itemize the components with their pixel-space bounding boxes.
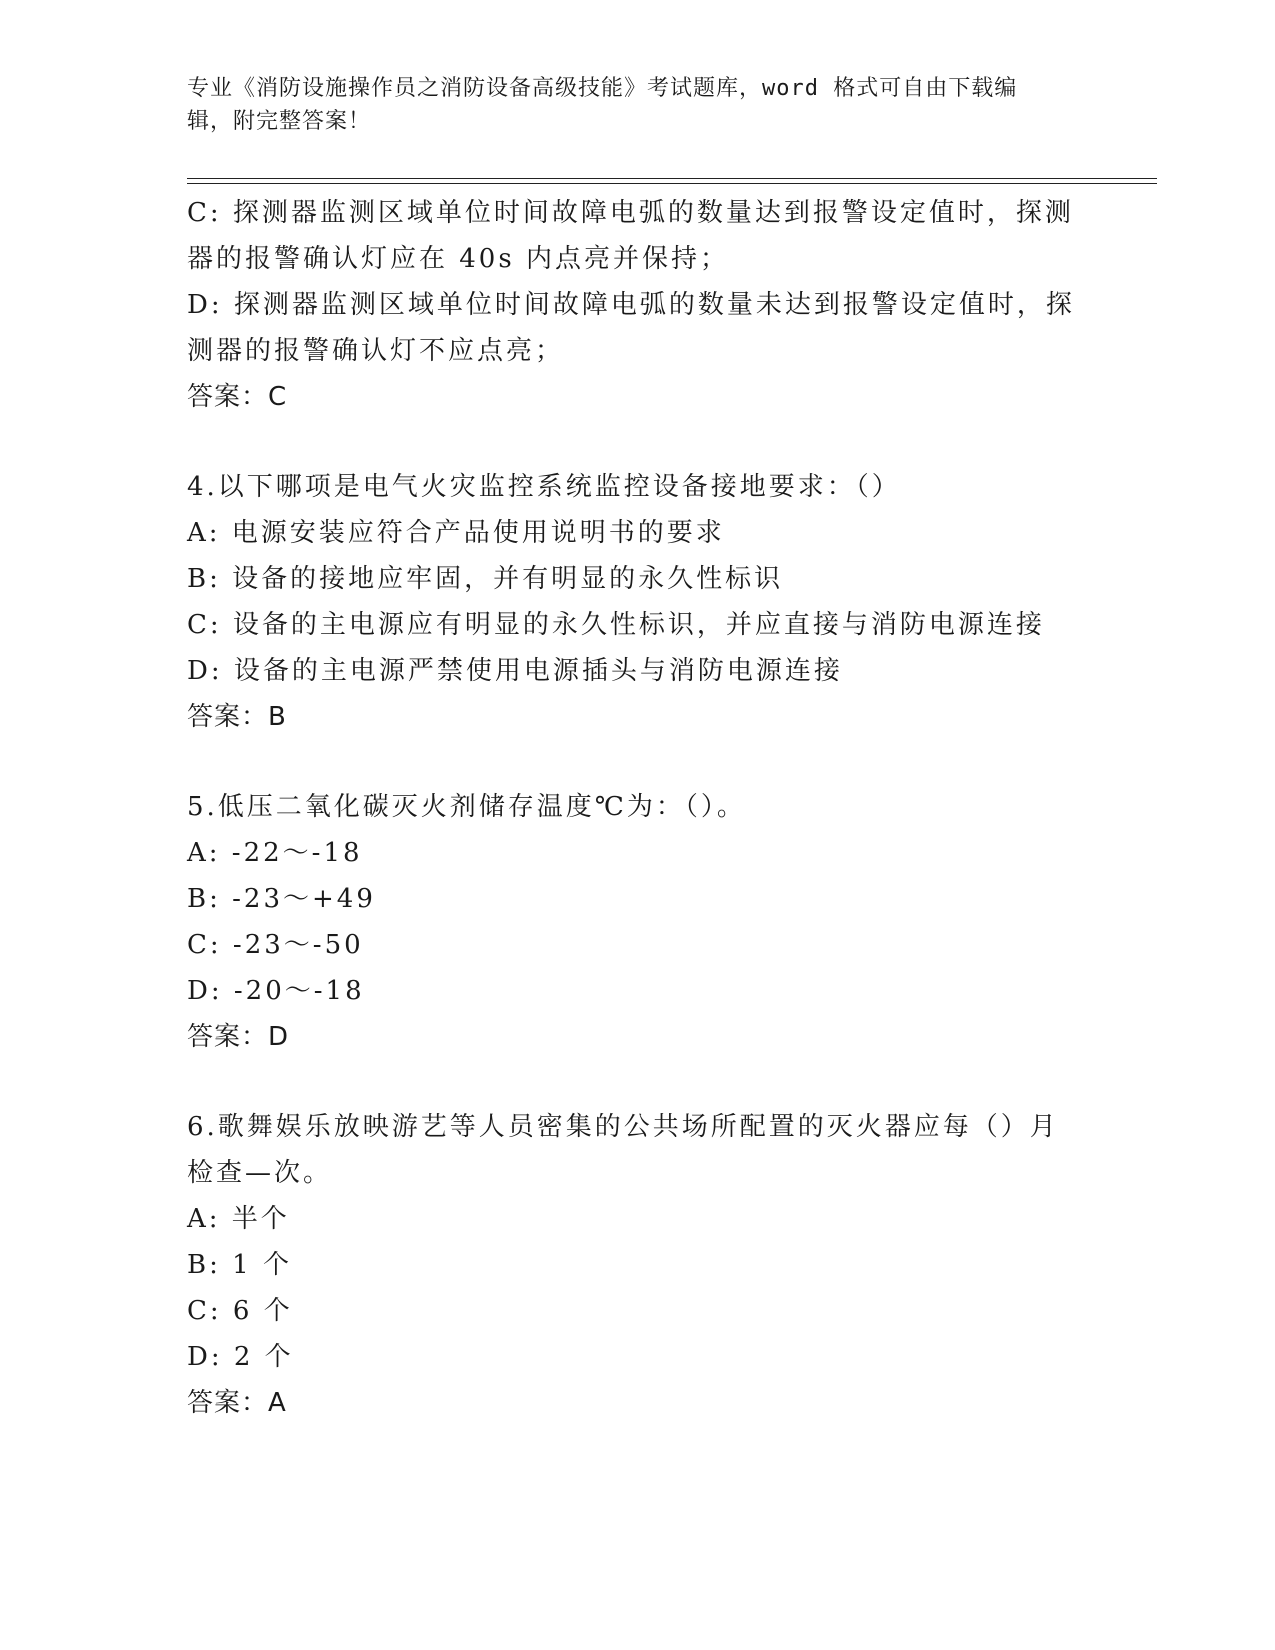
answer-line: 答案：A — [187, 1388, 287, 1418]
header-divider-top — [187, 178, 1157, 179]
option-c: C: 6 个 — [187, 1296, 293, 1326]
option-c-line-1: C: 探测器监测区域单位时间故障电弧的数量达到报警设定值时，探测 — [187, 198, 1074, 228]
answer-line: 答案：B — [187, 702, 287, 732]
question-5 — [187, 784, 1087, 1060]
question-list — [187, 190, 1087, 1426]
document-header — [187, 72, 1067, 138]
header-divider-bottom — [187, 183, 1157, 184]
spacer — [187, 420, 1087, 464]
option-a: A: 电源安装应符合产品使用说明书的要求 — [187, 518, 725, 548]
option-b: B: 1 个 — [187, 1250, 292, 1280]
question-text-line-2: 检查—次。 — [187, 1158, 333, 1188]
option-b: B: 设备的接地应牢固，并有明显的永久性标识 — [187, 564, 784, 594]
option-b: B: -23～+49 — [187, 884, 376, 914]
question-text: 5.低压二氧化碳灭火剂储存温度℃为：（）。 — [187, 792, 746, 822]
option-c: C: 设备的主电源应有明显的永久性标识，并应直接与消防电源连接 — [187, 610, 1045, 640]
question-text-line-1: 6.歌舞娱乐放映游艺等人员密集的公共场所配置的灭火器应每（）月 — [187, 1112, 1059, 1142]
option-a: A: -22～-18 — [187, 838, 363, 868]
option-a: A: 半个 — [187, 1204, 290, 1234]
question-3-continued — [187, 190, 1087, 420]
spacer — [187, 1060, 1087, 1104]
option-d: D: 2 个 — [187, 1342, 294, 1372]
option-c: C: -23～-50 — [187, 930, 364, 960]
option-d-line-1: D: 探测器监测区域单位时间故障电弧的数量未达到报警设定值时，探 — [187, 290, 1075, 320]
question-6 — [187, 1104, 1087, 1426]
header-line-2: 辑，附完整答案！ — [187, 109, 372, 134]
header-line-1: 专业《消防设施操作员之消防设备高级技能》考试题库，word 格式可自由下载编 — [187, 76, 1018, 101]
spacer — [187, 740, 1087, 784]
option-d-line-2: 测器的报警确认灯不应点亮； — [187, 336, 565, 366]
option-d: D: -20～-18 — [187, 976, 365, 1006]
question-text: 4.以下哪项是电气火灾监控系统监控设备接地要求：（） — [187, 472, 901, 502]
option-c-line-2: 器的报警确认灯应在 40s 内点亮并保持； — [187, 244, 729, 274]
option-d: D: 设备的主电源严禁使用电源插头与消防电源连接 — [187, 656, 843, 686]
answer-line: 答案：C — [187, 382, 288, 412]
question-4 — [187, 464, 1087, 740]
answer-line: 答案：D — [187, 1022, 290, 1052]
